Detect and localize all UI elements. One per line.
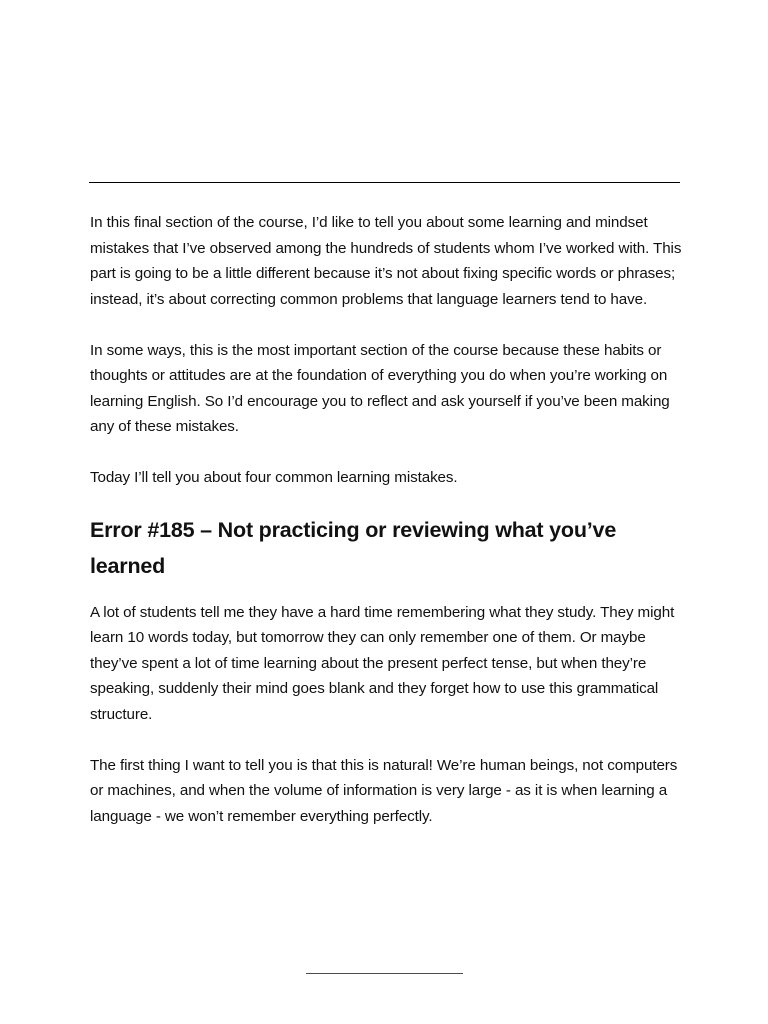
paragraph-spacer — [90, 727, 685, 753]
document-body — [90, 210, 685, 829]
paragraph-spacer — [90, 312, 685, 338]
intro-paragraph-2: In some ways, this is the most important section of the course because these habits or thoughts or attitudes are at the foundation of everything you do when you’re working on learning English. So I’d encourage you to reflect and ask yourself if you’ve been making any of these mistakes. — [90, 341, 670, 435]
intro-paragraph-1: In this final section of the course, I’d like to tell you about some learning and mindset mistakes that I’ve observed among the hundreds of students whom I’ve worked with. This part is going to be a little different because it’s not about fixing specific words or phrases; instead, it’s about correcting common problems that language learners tend to have. — [90, 214, 682, 308]
section-heading: Error #185 – Not practicing or reviewing what you’ve learned — [90, 517, 617, 578]
heading-spacer — [90, 584, 685, 600]
header-divider — [89, 182, 680, 183]
paragraph-spacer — [90, 440, 685, 466]
body-paragraph-2: The first thing I want to tell you is that this is natural! We’re human beings, not computers or machines, and when the volume of information is very large - as it is when learning a language - we won’t remember everything perfectly. — [90, 756, 678, 825]
footer-link-underline[interactable] — [306, 973, 463, 974]
body-paragraph-1: A lot of students tell me they have a hard time remembering what they study. They might learn 10 words today, but tomorrow they can only remember one of them. Or maybe they’ve spent a lot of time learning about the present perfect tense, but when they’re speaking, suddenly their mind goes blank and they forget how to use this grammatical structure. — [90, 603, 675, 723]
intro-paragraph-3: Today I’ll tell you about four common learning mistakes. — [90, 469, 458, 486]
